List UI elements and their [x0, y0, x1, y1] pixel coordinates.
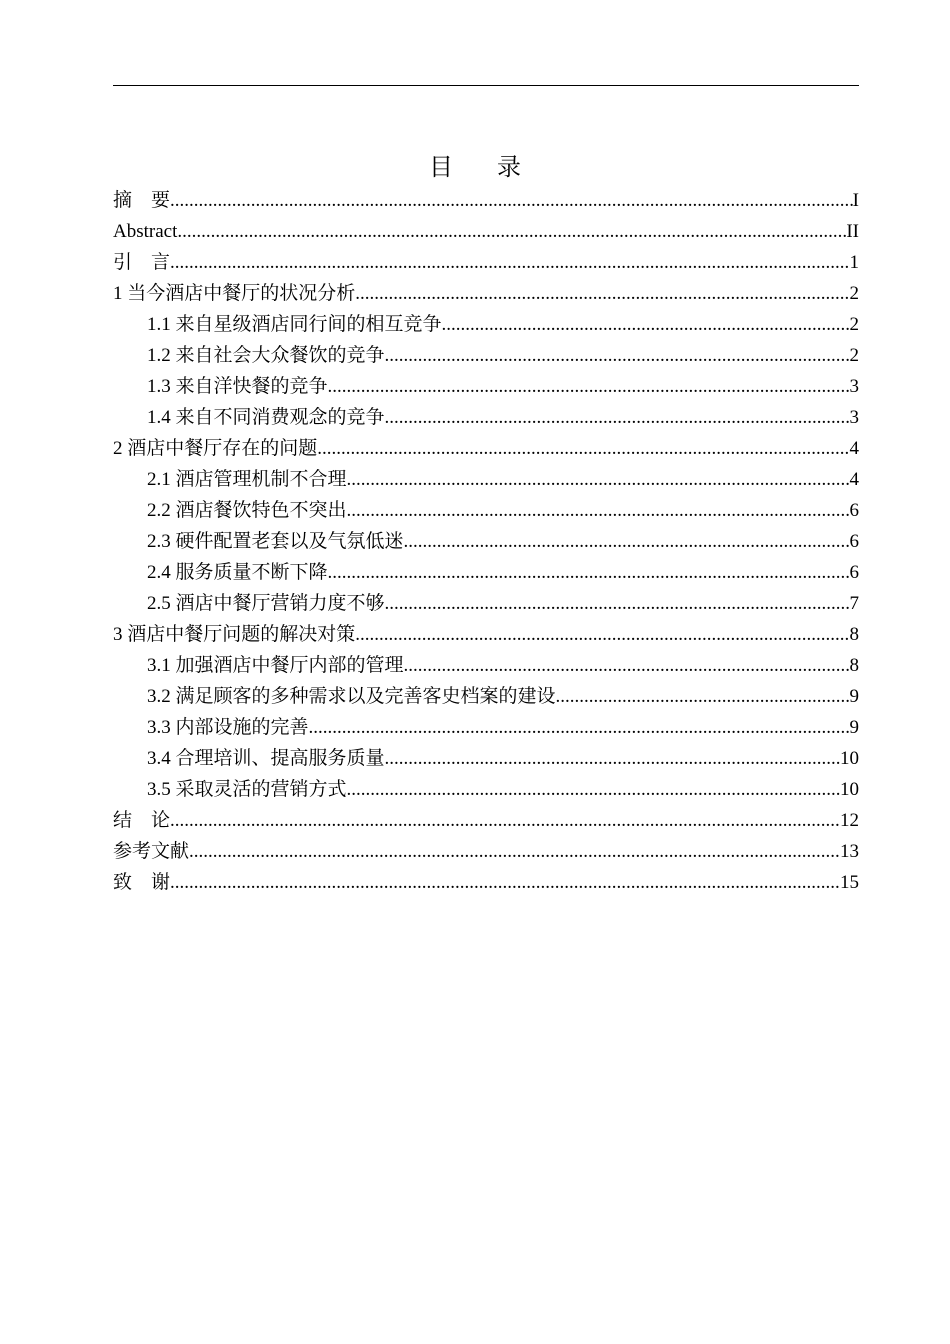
- toc-entry-page-number: 8: [849, 624, 859, 645]
- toc-entry-page-number: 10: [840, 779, 859, 800]
- toc-entry-label: Abstract: [113, 221, 178, 242]
- toc-entry-page-number: 2: [849, 283, 859, 304]
- toc-entry[interactable]: [113, 278, 859, 309]
- toc-dot-leader: [347, 464, 850, 495]
- toc-entry-page-number: 6: [849, 531, 859, 552]
- toc-dot-leader: [385, 588, 850, 619]
- toc-entry-page-number: 9: [849, 717, 859, 738]
- toc-entry[interactable]: [113, 402, 859, 433]
- toc-entry[interactable]: [113, 836, 859, 867]
- toc-entry[interactable]: [113, 371, 859, 402]
- toc-entry-page-number: 3: [849, 407, 859, 428]
- toc-dot-leader: [385, 402, 850, 433]
- toc-entry-label: 引 言: [113, 252, 171, 273]
- toc-entry[interactable]: [113, 588, 859, 619]
- toc-entry[interactable]: [113, 681, 859, 712]
- toc-entry-label: 2.1 酒店管理机制不合理: [147, 469, 347, 490]
- toc-entry[interactable]: [113, 743, 859, 774]
- toc-dot-leader: [355, 278, 849, 309]
- toc-entry-label: 2.5 酒店中餐厅营销力度不够: [147, 593, 385, 614]
- toc-entry-page-number: 6: [849, 562, 859, 583]
- toc-entry[interactable]: [113, 464, 859, 495]
- toc-entry-page-number: 10: [840, 748, 859, 769]
- toc-entry-page-number: II: [846, 221, 859, 242]
- toc-entry-label: 结 论: [113, 810, 171, 831]
- toc-dot-leader: [328, 371, 850, 402]
- toc-dot-leader: [347, 774, 840, 805]
- toc-dot-leader: [404, 526, 850, 557]
- toc-dot-leader: [442, 309, 850, 340]
- toc-entry[interactable]: [113, 216, 859, 247]
- toc-dot-leader: [177, 216, 846, 247]
- toc-entry-page-number: 15: [840, 872, 859, 893]
- toc-entry[interactable]: [113, 712, 859, 743]
- toc-entry-label: 参考文献: [113, 841, 190, 862]
- toc-entry[interactable]: [113, 619, 859, 650]
- toc-entry-label: 3.5 采取灵活的营销方式: [147, 779, 347, 800]
- toc-entry-page-number: 13: [840, 841, 859, 862]
- toc-entry-page-number: 9: [849, 686, 859, 707]
- toc-entry-label: 1.3 来自洋快餐的竞争: [147, 376, 328, 397]
- toc-entry-page-number: I: [852, 190, 859, 211]
- toc-entry-label: 2.2 酒店餐饮特色不突出: [147, 500, 347, 521]
- title-char-1: 目: [429, 155, 453, 181]
- toc-entry-label: 1.2 来自社会大众餐饮的竞争: [147, 345, 385, 366]
- toc-entry-page-number: 4: [849, 469, 859, 490]
- toc-entry[interactable]: [113, 309, 859, 340]
- toc-entry-label: 3.3 内部设施的完善: [147, 717, 309, 738]
- toc-entry-page-number: 2: [849, 345, 859, 366]
- toc-dot-leader: [385, 743, 840, 774]
- toc-entry-label: 2.4 服务质量不断下降: [147, 562, 328, 583]
- toc-entry[interactable]: [113, 805, 859, 836]
- toc-entry-label: 1.1 来自星级酒店同行间的相互竞争: [147, 314, 442, 335]
- toc-entry[interactable]: [113, 650, 859, 681]
- toc-entry[interactable]: [113, 495, 859, 526]
- toc-entry-label: 3.2 满足顾客的多种需求以及完善客史档案的建设: [147, 686, 556, 707]
- toc-dot-leader: [317, 433, 849, 464]
- toc-entry-page-number: 7: [849, 593, 859, 614]
- toc-entry-label: 1 当今酒店中餐厅的状况分析: [113, 283, 356, 304]
- toc-dot-leader: [170, 805, 840, 836]
- toc-entry-page-number: 3: [849, 376, 859, 397]
- toc-entry-page-number: 8: [849, 655, 859, 676]
- toc-dot-leader: [170, 867, 840, 898]
- toc-entry-page-number: 2: [849, 314, 859, 335]
- toc-dot-leader: [404, 650, 850, 681]
- toc-dot-leader: [385, 340, 850, 371]
- toc-entry-label: 1.4 来自不同消费观念的竞争: [147, 407, 385, 428]
- toc-dot-leader: [170, 247, 849, 278]
- toc-dot-leader: [328, 557, 850, 588]
- toc-dot-leader: [309, 712, 850, 743]
- header-rule: [113, 85, 859, 86]
- toc-entry[interactable]: [113, 247, 859, 278]
- toc-entry-label: 摘 要: [113, 190, 171, 211]
- toc-entry[interactable]: [113, 433, 859, 464]
- toc-entry[interactable]: [113, 774, 859, 805]
- toc-dot-leader: [170, 185, 853, 216]
- toc-entry-page-number: 4: [849, 438, 859, 459]
- toc-entry-label: 3 酒店中餐厅问题的解决对策: [113, 624, 356, 645]
- page-title: [0, 150, 950, 186]
- toc-entry-label: 3.4 合理培训、提高服务质量: [147, 748, 385, 769]
- toc-entry[interactable]: [113, 526, 859, 557]
- toc-entry-page-number: 6: [849, 500, 859, 521]
- toc-entry[interactable]: [113, 867, 859, 898]
- toc-entry-label: 致 谢: [113, 872, 171, 893]
- toc-entry-page-number: 12: [840, 810, 859, 831]
- title-char-2: 录: [497, 155, 521, 181]
- toc-dot-leader: [556, 681, 850, 712]
- toc-entry-label: 3.1 加强酒店中餐厅内部的管理: [147, 655, 404, 676]
- toc-entry-label: 2 酒店中餐厅存在的问题: [113, 438, 318, 459]
- toc-dot-leader: [347, 495, 850, 526]
- toc-entry-page-number: 1: [849, 252, 859, 273]
- toc-dot-leader: [189, 836, 840, 867]
- toc-entry[interactable]: [113, 340, 859, 371]
- table-of-contents: [113, 185, 859, 898]
- toc-entry-label: 2.3 硬件配置老套以及气氛低迷: [147, 531, 404, 552]
- toc-entry[interactable]: [113, 557, 859, 588]
- toc-entry[interactable]: [113, 185, 859, 216]
- toc-dot-leader: [355, 619, 849, 650]
